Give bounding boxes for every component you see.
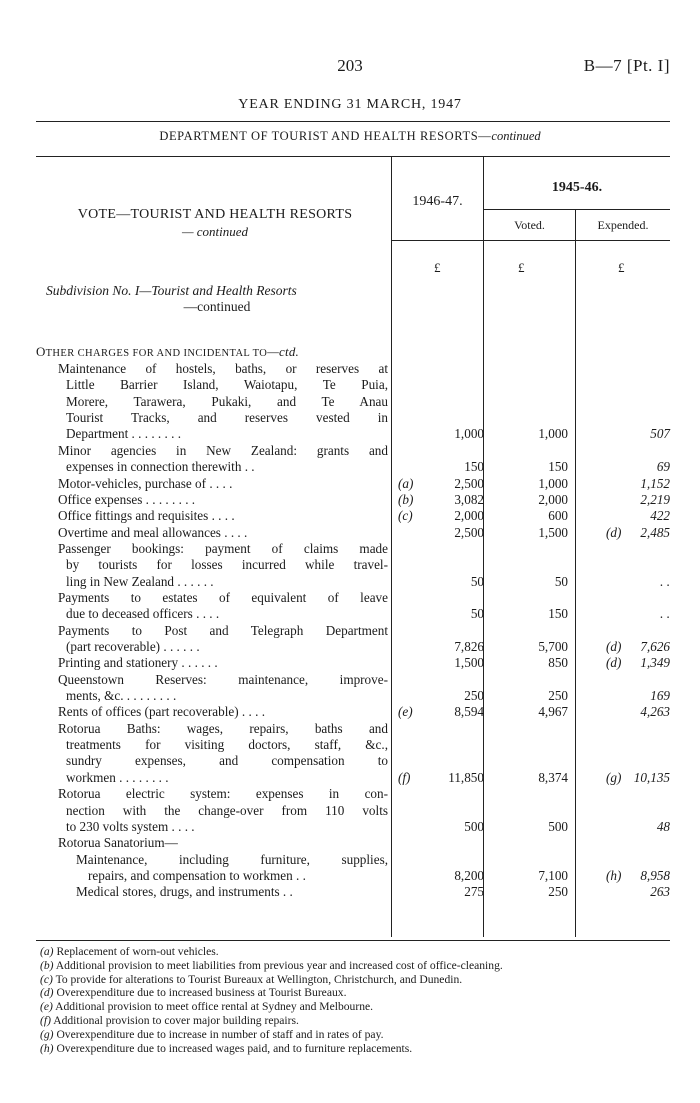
top-rule bbox=[36, 121, 670, 122]
group-heading-smallcaps: THER CHARGES FOR AND INCIDENTAL TO bbox=[45, 348, 268, 359]
row-description: repairs, and compensation to workmen . . bbox=[88, 867, 306, 883]
header-voted: Voted. bbox=[514, 218, 545, 232]
table-row bbox=[0, 770, 700, 786]
amount-expended: 7,626 bbox=[640, 639, 670, 654]
group-heading-initial: O bbox=[36, 344, 46, 359]
group-heading-ctd: —ctd. bbox=[267, 344, 299, 359]
table-row bbox=[0, 884, 700, 900]
table-row bbox=[0, 476, 700, 492]
table-row bbox=[0, 426, 700, 442]
amount-voted: 150 bbox=[548, 459, 568, 475]
table-row bbox=[0, 377, 700, 393]
table-row bbox=[0, 525, 700, 541]
group-heading bbox=[36, 344, 388, 360]
amount-voted: 500 bbox=[548, 818, 568, 834]
row-description: Little Barrier Island, Waiotapu, Te Puia, bbox=[66, 377, 388, 393]
footnote-text: Overexpenditure due to increased business at Tourist Bureaux. bbox=[56, 986, 347, 1000]
row-description: Office fittings and requisites . . . . bbox=[58, 508, 235, 524]
row-description: due to deceased officers . . . . bbox=[66, 606, 220, 622]
table-row bbox=[0, 606, 700, 622]
table-row bbox=[0, 753, 700, 769]
row-description: Rotorua electric system: expenses in con- bbox=[58, 786, 388, 802]
amount-expended: . . bbox=[660, 573, 670, 589]
amount-expended: 1,152 bbox=[640, 475, 670, 491]
amount-voted: 50 bbox=[554, 573, 568, 589]
row-description: Payments to estates of equivalent of leave bbox=[58, 589, 388, 605]
table-row bbox=[0, 803, 700, 819]
footnote-text: Overexpenditure due to increase in number of staff and in rates of pay. bbox=[56, 1027, 384, 1041]
footnote-marker-1946-47: (b) bbox=[398, 491, 414, 507]
amount-expended: 8,958 bbox=[640, 867, 670, 883]
table-row bbox=[0, 459, 700, 475]
header-1946-47: 1946-47. bbox=[412, 194, 463, 209]
header-1945-46: 1945-46. bbox=[551, 180, 603, 195]
header-group-rule bbox=[483, 209, 670, 210]
footnote-text: Additional provision to meet liabilities from previous year and increased cost of office-cleaning. bbox=[55, 958, 503, 972]
row-description: Maintenance, including furniture, supplies, bbox=[76, 851, 388, 867]
footnote bbox=[40, 1028, 670, 1042]
amount-1946-47: 1,500 bbox=[454, 655, 484, 671]
amount-1946-47: 7,826 bbox=[454, 639, 484, 654]
footnote-marker-1946-47: (a) bbox=[398, 475, 414, 491]
footnote-label: (b) bbox=[40, 958, 54, 972]
table-row bbox=[0, 590, 700, 606]
footnote-marker-expended: (h) bbox=[606, 867, 622, 883]
amount-1946-47: 1,000 bbox=[454, 426, 484, 442]
bottom-rule bbox=[36, 940, 670, 941]
footnote-marker-expended: (d) bbox=[606, 639, 622, 654]
footnote-marker-1946-47: (f) bbox=[398, 769, 411, 785]
footnote-label: (a) bbox=[40, 945, 54, 958]
amount-1946-47: 2,500 bbox=[454, 524, 484, 540]
row-description: Printing and stationery . . . . . . bbox=[58, 655, 218, 671]
amount-1946-47: 250 bbox=[464, 688, 484, 703]
amount-expended: 48 bbox=[656, 818, 670, 834]
table-row bbox=[0, 639, 700, 655]
row-description: Rents of offices (part recoverable) . . . . bbox=[58, 704, 266, 720]
table-row bbox=[0, 623, 700, 639]
row-description: Tourist Tracks, and reserves vested in bbox=[66, 410, 388, 426]
footnote-label: (d) bbox=[40, 986, 54, 1000]
row-description: Minor agencies in New Zealand: grants and bbox=[58, 442, 388, 458]
amount-expended: 422 bbox=[650, 508, 670, 524]
page-number: 203 bbox=[337, 56, 363, 75]
footnote-text: Additional provision to meet office rental at Sydney and Melbourne. bbox=[55, 1000, 374, 1014]
subdivision-continued: —continued bbox=[183, 299, 251, 314]
amount-1946-47: 8,200 bbox=[454, 867, 484, 883]
row-description: Rotorua Sanatorium— bbox=[58, 835, 178, 851]
row-description: by tourists for losses incurred while travel- bbox=[66, 557, 388, 573]
amount-voted: 8,374 bbox=[538, 769, 568, 785]
row-description: Motor-vehicles, purchase of . . . . bbox=[58, 475, 233, 491]
table-row bbox=[0, 737, 700, 753]
amount-1946-47: 2,000 bbox=[454, 508, 484, 524]
row-description: expenses in connection therewith . . bbox=[66, 459, 255, 475]
department-title bbox=[0, 129, 700, 144]
footnote bbox=[40, 959, 670, 973]
table-row bbox=[0, 704, 700, 720]
footnote-label: (c) bbox=[40, 972, 53, 986]
row-description: Office expenses . . . . . . . . bbox=[58, 491, 196, 507]
currency-voted: £ bbox=[518, 260, 525, 275]
amount-voted: 1,000 bbox=[538, 475, 568, 491]
table-row bbox=[0, 868, 700, 884]
subdivision-title: Subdivision No. I—Tourist and Health Resorts bbox=[46, 283, 297, 298]
table-row bbox=[0, 361, 700, 377]
amount-1946-47: 500 bbox=[464, 818, 484, 834]
row-description: Queenstown Reserves: maintenance, improve- bbox=[58, 671, 388, 687]
amount-voted: 7,100 bbox=[538, 867, 568, 883]
row-description: ling in New Zealand . . . . . . bbox=[66, 573, 214, 589]
row-description: sundry expenses, and compensation to bbox=[66, 753, 388, 769]
table-row bbox=[0, 541, 700, 557]
row-description: treatments for visiting doctors, staff, &c., bbox=[66, 737, 388, 752]
row-description: (part recoverable) . . . . . . bbox=[66, 639, 200, 654]
amount-expended: 507 bbox=[650, 426, 670, 442]
footnote-text: Overexpenditure due to increased wages paid, and to furniture replacements. bbox=[56, 1041, 413, 1055]
table-row bbox=[0, 721, 700, 737]
table-row bbox=[0, 786, 700, 802]
row-description: Medical stores, drugs, and instruments . . bbox=[76, 884, 293, 900]
footnote bbox=[40, 945, 670, 959]
header-bottom-rule bbox=[391, 240, 670, 241]
table-row bbox=[0, 508, 700, 524]
amount-1946-47: 50 bbox=[470, 606, 484, 622]
amount-voted: 850 bbox=[548, 655, 568, 671]
department-title-main: DEPARTMENT OF TOURIST AND HEALTH RESORTS— bbox=[159, 129, 492, 143]
table-row bbox=[0, 394, 700, 410]
amount-voted: 2,000 bbox=[538, 491, 568, 507]
amount-voted: 1,500 bbox=[538, 524, 568, 540]
row-description: Morere, Tarawera, Pukaki, and Te Anau bbox=[66, 393, 388, 409]
amount-voted: 5,700 bbox=[538, 639, 568, 654]
table-row bbox=[0, 410, 700, 426]
footnote-text: Replacement of worn-out vehicles. bbox=[56, 945, 219, 958]
amount-expended: 2,485 bbox=[640, 524, 670, 540]
department-title-continued: continued bbox=[491, 129, 541, 143]
amount-expended: 1,349 bbox=[640, 655, 670, 671]
footnote bbox=[40, 986, 670, 1000]
amount-1946-47: 275 bbox=[464, 884, 484, 900]
amount-voted: 600 bbox=[548, 508, 568, 524]
table-row bbox=[0, 852, 700, 868]
row-description: Passenger bookings: payment of claims made bbox=[58, 540, 388, 556]
year-title: YEAR ENDING 31 MARCH, 1947 bbox=[238, 97, 462, 112]
amount-expended: 263 bbox=[650, 884, 670, 900]
amount-1946-47: 150 bbox=[464, 459, 484, 475]
row-description: Overtime and meal allowances . . . . bbox=[58, 524, 248, 540]
amount-expended: 2,219 bbox=[640, 491, 670, 507]
table-row bbox=[0, 557, 700, 573]
row-description: Department . . . . . . . . bbox=[66, 426, 181, 442]
currency-1946-47: £ bbox=[434, 260, 441, 275]
amount-voted: 250 bbox=[548, 688, 568, 703]
amount-voted: 150 bbox=[548, 606, 568, 622]
amount-expended: 4,263 bbox=[640, 704, 670, 720]
amount-voted: 250 bbox=[548, 884, 568, 900]
table-row bbox=[0, 443, 700, 459]
vote-continued: — continued bbox=[181, 224, 249, 239]
table-row bbox=[0, 819, 700, 835]
row-description: Payments to Post and Telegraph Department bbox=[58, 622, 388, 638]
table-row bbox=[0, 492, 700, 508]
amount-expended: 169 bbox=[650, 688, 670, 703]
row-description: workmen . . . . . . . . bbox=[66, 769, 169, 785]
table-top-rule bbox=[36, 156, 670, 157]
footnote-label: (f) bbox=[40, 1014, 51, 1027]
footnote-marker-expended: (d) bbox=[606, 655, 622, 671]
amount-1946-47: 3,082 bbox=[454, 491, 484, 507]
footnote bbox=[40, 1042, 670, 1056]
report-reference: B—7 [Pt. I] bbox=[583, 56, 670, 75]
footnote bbox=[40, 1000, 670, 1014]
row-description: to 230 volts system . . . . bbox=[66, 818, 195, 834]
table-row bbox=[0, 574, 700, 590]
table-row bbox=[0, 835, 700, 851]
table-row bbox=[0, 655, 700, 671]
amount-voted: 4,967 bbox=[538, 704, 568, 720]
amount-1946-47: 11,850 bbox=[448, 769, 484, 785]
footnote-label: (h) bbox=[40, 1041, 54, 1055]
currency-expended: £ bbox=[618, 260, 625, 275]
vote-title: VOTE—TOURIST AND HEALTH RESORTS bbox=[77, 207, 353, 222]
footnote-marker-expended: (d) bbox=[606, 524, 622, 540]
row-description: nection with the change-over from 110 volts bbox=[66, 802, 388, 818]
table-row bbox=[0, 688, 700, 704]
amount-expended: . . bbox=[660, 606, 670, 622]
row-description: ments, &c. . . . . . . . . bbox=[66, 688, 177, 703]
amount-1946-47: 2,500 bbox=[454, 475, 484, 491]
footnote-marker-expended: (g) bbox=[606, 769, 622, 785]
header-expended: Expended. bbox=[597, 218, 649, 232]
row-description: Maintenance of hostels, baths, or reserves at bbox=[58, 361, 388, 376]
amount-expended: 10,135 bbox=[633, 769, 670, 785]
row-description: Rotorua Baths: wages, repairs, baths and bbox=[58, 720, 388, 736]
footnote bbox=[40, 973, 670, 987]
amount-1946-47: 50 bbox=[470, 573, 484, 589]
footnote bbox=[40, 1014, 670, 1028]
amount-voted: 1,000 bbox=[538, 426, 568, 442]
footnote-marker-1946-47: (c) bbox=[398, 508, 413, 524]
footnote-label: (e) bbox=[40, 1000, 53, 1014]
amount-1946-47: 8,594 bbox=[454, 704, 484, 720]
footnote-marker-1946-47: (e) bbox=[398, 704, 413, 720]
footnote-text: Additional provision to cover major building repairs. bbox=[53, 1014, 299, 1027]
footnote-label: (g) bbox=[40, 1027, 54, 1041]
footnote-text: To provide for alterations to Tourist Bureaux at Wellington, Christchurch, and Dunedin. bbox=[55, 972, 463, 986]
table-row bbox=[0, 672, 700, 688]
amount-expended: 69 bbox=[656, 459, 670, 475]
